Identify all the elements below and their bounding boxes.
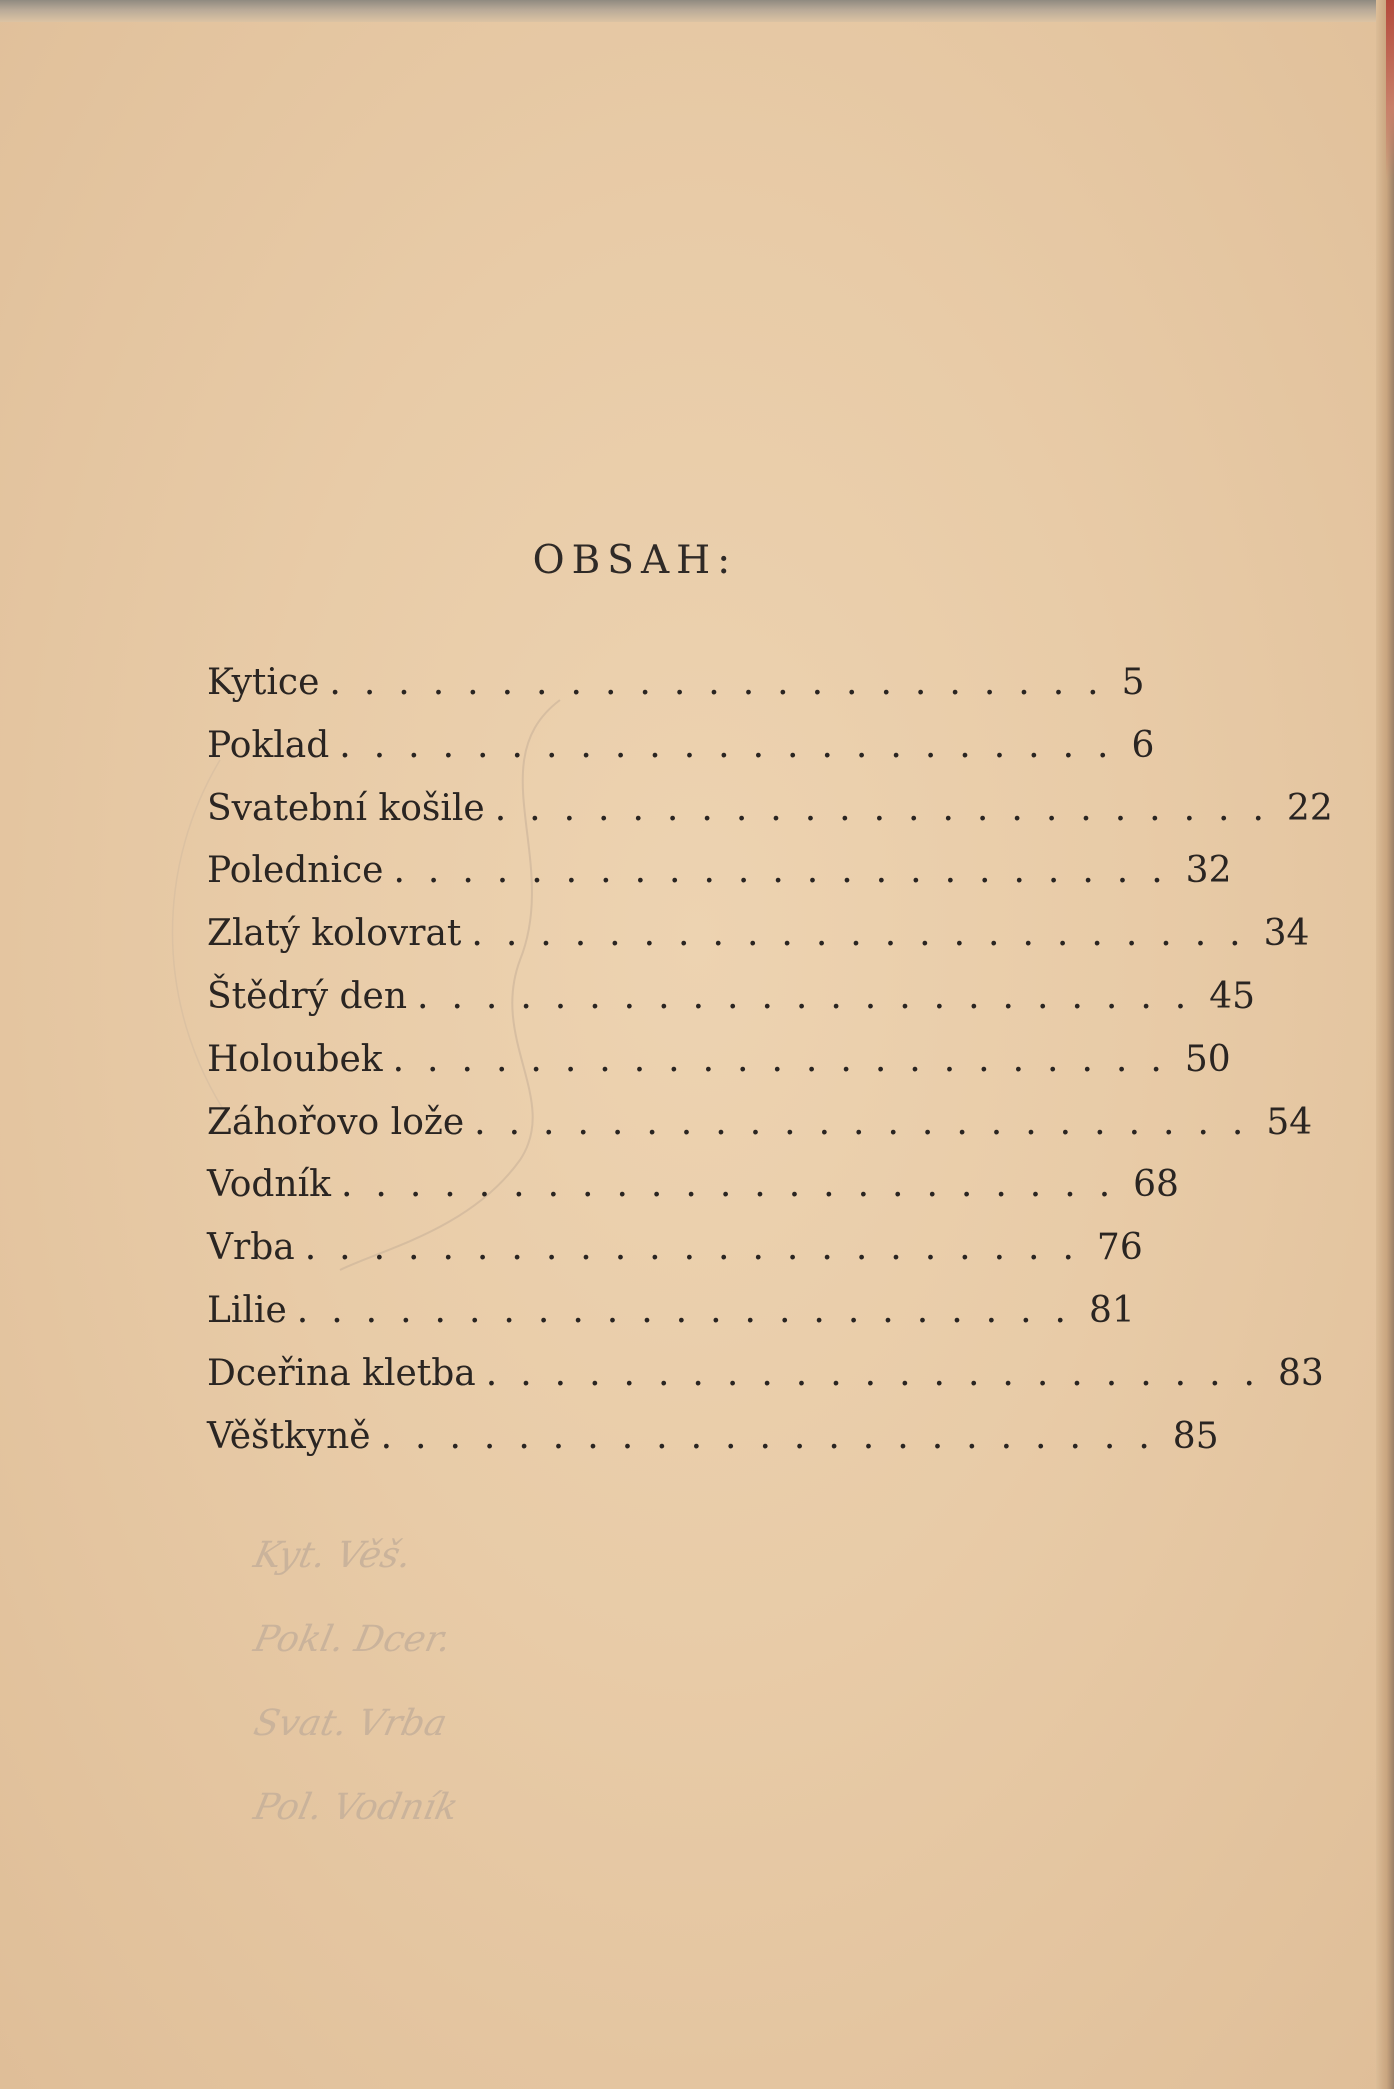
toc-entry-page: 68 <box>1133 1164 1179 1206</box>
toc-entry-page: 54 <box>1266 1101 1313 1143</box>
toc-dot-leader: ....................... <box>392 1038 1185 1080</box>
toc-entry-page: 5 <box>1121 662 1145 703</box>
toc-dot-leader: ....................... <box>471 913 1264 955</box>
pencil-note: Pokl. Dcer. <box>250 1619 455 1660</box>
page-binding-edge <box>1386 0 1394 180</box>
toc-entry-title: Věštkyně <box>207 1415 371 1457</box>
toc-entry-title: Holoubek <box>207 1038 383 1080</box>
toc-dot-leader: ....................... <box>417 975 1210 1017</box>
toc-entry-page: 50 <box>1184 1038 1231 1080</box>
toc-entry <box>207 975 1256 1039</box>
toc-dot-leader: ....................... <box>296 1289 1089 1331</box>
toc-entry <box>207 1101 1313 1165</box>
pencil-note: Pol. Vodník <box>250 1787 462 1828</box>
toc-entry-title: Záhořovo lože <box>207 1101 465 1143</box>
toc-dot-leader: ....................... <box>304 1227 1097 1269</box>
toc-entry-title: Poklad <box>207 724 330 766</box>
pencil-note: Kyt. Věš. <box>250 1535 416 1576</box>
toc-entry-title: Štědrý den <box>207 975 408 1017</box>
page-top-edge <box>0 0 1394 22</box>
toc-entry-page: 85 <box>1172 1415 1219 1457</box>
toc-dot-leader: ....................... <box>393 850 1186 892</box>
toc-entry-title: Svatební košile <box>207 787 485 829</box>
toc-entry-title: Lilie <box>207 1289 287 1331</box>
toc-entry-title: Zlatý kolovrat <box>207 913 462 955</box>
table-of-contents <box>207 662 1333 1478</box>
toc-entry-page: 22 <box>1286 787 1333 829</box>
pencil-annotations <box>250 1535 750 1871</box>
toc-dot-leader: ....................... <box>340 1164 1134 1206</box>
toc-dot-leader: ....................... <box>339 724 1132 766</box>
toc-dot-leader: ....................... <box>494 787 1287 829</box>
pencil-note: Svat. Vrba <box>250 1703 451 1744</box>
toc-entry <box>207 1227 1143 1290</box>
toc-entry <box>207 662 1145 725</box>
toc-entry-title: Dceřina kletba <box>207 1352 476 1394</box>
toc-dot-leader: ....................... <box>380 1415 1173 1457</box>
toc-entry-title: Polednice <box>207 850 384 892</box>
toc-entry-page: 83 <box>1277 1352 1324 1394</box>
toc-entry-page: 45 <box>1209 975 1256 1017</box>
toc-entry <box>207 850 1232 913</box>
toc-entry-page: 81 <box>1088 1289 1135 1331</box>
toc-entry <box>207 787 1333 851</box>
toc-entry <box>207 1038 1231 1102</box>
toc-dot-leader: ....................... <box>485 1352 1278 1394</box>
toc-dot-leader: ....................... <box>329 662 1122 703</box>
toc-entry <box>207 1164 1179 1227</box>
toc-entry-title: Vodník <box>207 1164 331 1206</box>
toc-entry-page: 76 <box>1096 1227 1143 1269</box>
page-heading: OBSAH: <box>532 538 738 583</box>
toc-entry <box>207 913 1310 976</box>
toc-entry-title: Kytice <box>207 662 320 703</box>
toc-entry <box>207 1415 1219 1479</box>
toc-entry-page: 34 <box>1263 913 1310 955</box>
page-right-edge <box>1376 0 1394 2089</box>
toc-entry <box>207 724 1155 788</box>
toc-entry <box>207 1289 1135 1353</box>
toc-entry-page: 6 <box>1131 724 1155 766</box>
toc-entry-page: 32 <box>1185 850 1232 892</box>
toc-entry <box>207 1352 1324 1416</box>
toc-dot-leader: ....................... <box>474 1101 1267 1143</box>
toc-entry-title: Vrba <box>207 1227 295 1269</box>
